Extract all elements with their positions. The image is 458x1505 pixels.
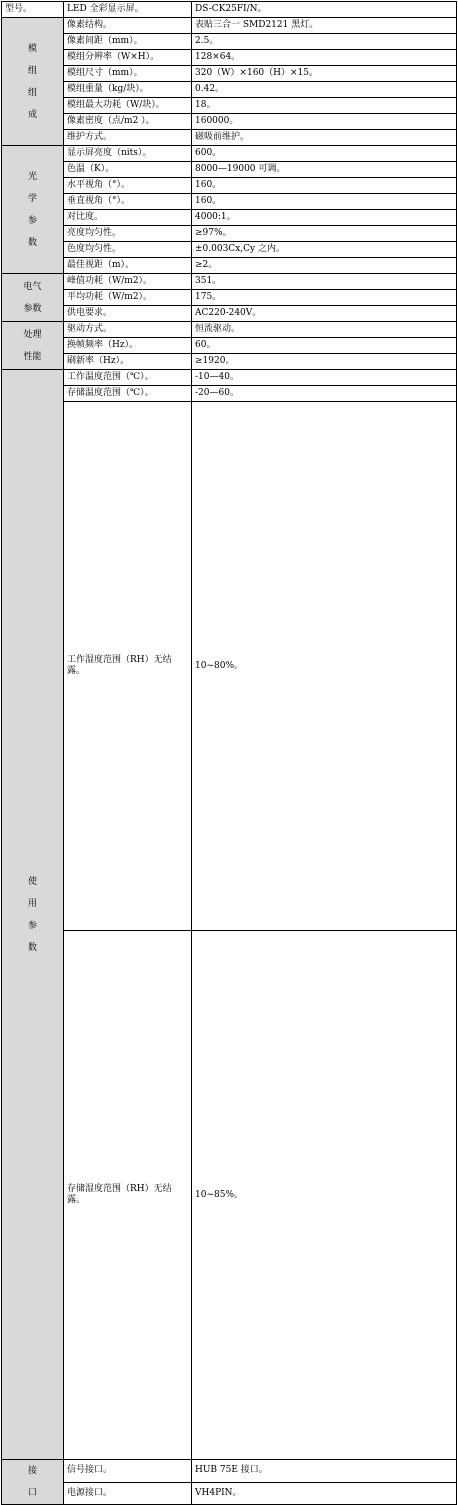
category-electrical: 电气 参数 bbox=[2, 274, 64, 322]
param-label: 像素间距（mm）。 bbox=[64, 34, 192, 50]
param-label: 最佳视距（m）。 bbox=[64, 258, 192, 274]
table-row bbox=[2, 242, 457, 258]
param-value: ±0.003Cx,Cy 之内。 bbox=[192, 242, 457, 258]
table-row bbox=[2, 146, 457, 162]
param-label: 模组重量（kg/块）。 bbox=[64, 82, 192, 98]
table-row bbox=[2, 210, 457, 226]
param-label: 刷新率（Hz）。 bbox=[64, 354, 192, 370]
param-label: 水平视角（°）。 bbox=[64, 178, 192, 194]
param-value: 128×64。 bbox=[192, 50, 457, 66]
param-value: 18。 bbox=[192, 98, 457, 114]
table-row bbox=[2, 322, 457, 338]
table-row bbox=[2, 18, 457, 34]
header-row bbox=[2, 2, 457, 18]
param-label: 供电要求。 bbox=[64, 306, 192, 322]
param-value: 磁吸前维护。 bbox=[192, 130, 457, 146]
param-label: 模组分辨率（W×H）。 bbox=[64, 50, 192, 66]
category-module: 模 组 组 成 bbox=[2, 18, 64, 146]
param-label: 显示屏亮度（nits）。 bbox=[64, 146, 192, 162]
table-row bbox=[2, 114, 457, 130]
table-row bbox=[2, 931, 457, 1460]
param-label: 模组最大功耗（W/块）。 bbox=[64, 98, 192, 114]
param-label: 存储湿度范围（RH）无结露。 bbox=[64, 931, 192, 1460]
table-row bbox=[2, 194, 457, 210]
param-label: 存储温度范围（℃）。 bbox=[64, 386, 192, 402]
param-label: 色温（K）。 bbox=[64, 162, 192, 178]
param-value: 8000—19000 可调。 bbox=[192, 162, 457, 178]
param-label: 驱动方式。 bbox=[64, 322, 192, 338]
table-row bbox=[2, 1460, 457, 1483]
param-value: ≥2。 bbox=[192, 258, 457, 274]
param-value: 160。 bbox=[192, 194, 457, 210]
param-value: AC220-240V。 bbox=[192, 306, 457, 322]
table-row bbox=[2, 338, 457, 354]
param-value: 恒流驱动。 bbox=[192, 322, 457, 338]
param-value: HUB 75E 接口。 bbox=[192, 1460, 457, 1483]
param-value: 4000:1。 bbox=[192, 210, 457, 226]
table-row bbox=[2, 50, 457, 66]
param-value: 10~85%。 bbox=[192, 931, 457, 1460]
table-row bbox=[2, 1482, 457, 1505]
table-row bbox=[2, 258, 457, 274]
category-usage: 使 用 参 数 bbox=[2, 370, 64, 1460]
param-label: 工作温度范围（℃）。 bbox=[64, 370, 192, 386]
param-label: 信号接口。 bbox=[64, 1460, 192, 1483]
table-row bbox=[2, 386, 457, 402]
category-optical: 光 学 参 数 bbox=[2, 146, 64, 274]
param-label: 像素密度（点/m2 ）。 bbox=[64, 114, 192, 130]
table-row bbox=[2, 82, 457, 98]
param-label: 换帧频率（Hz）。 bbox=[64, 338, 192, 354]
table-row bbox=[2, 290, 457, 306]
table-row bbox=[2, 354, 457, 370]
param-label: 峰值功耗（W/m2）。 bbox=[64, 274, 192, 290]
spec-table bbox=[1, 1, 457, 1505]
param-value: 表贴三合一 SMD2121 黑灯。 bbox=[192, 18, 457, 34]
param-value: 60。 bbox=[192, 338, 457, 354]
param-label: 平均功耗（W/m2）。 bbox=[64, 290, 192, 306]
table-row bbox=[2, 66, 457, 82]
param-label: 垂直视角（°）。 bbox=[64, 194, 192, 210]
category-interface: 接 口 bbox=[2, 1460, 64, 1505]
table-row bbox=[2, 34, 457, 50]
param-value: ≥1920。 bbox=[192, 354, 457, 370]
header-model-label: 型号。 bbox=[2, 2, 64, 18]
param-value: 175。 bbox=[192, 290, 457, 306]
param-label: 维护方式。 bbox=[64, 130, 192, 146]
table-row bbox=[2, 178, 457, 194]
param-value: 10~80%。 bbox=[192, 402, 457, 931]
header-product-name: LED 全彩显示屏。 bbox=[64, 2, 192, 18]
table-row bbox=[2, 274, 457, 290]
param-value: ≥97%。 bbox=[192, 226, 457, 242]
table-row bbox=[2, 370, 457, 386]
param-label: 像素结构。 bbox=[64, 18, 192, 34]
param-value: 160000。 bbox=[192, 114, 457, 130]
table-row bbox=[2, 130, 457, 146]
param-value: 2.5。 bbox=[192, 34, 457, 50]
table-row bbox=[2, 306, 457, 322]
param-label: 亮度均匀性。 bbox=[64, 226, 192, 242]
param-label: 对比度。 bbox=[64, 210, 192, 226]
param-label: 色度均匀性。 bbox=[64, 242, 192, 258]
param-value: 160。 bbox=[192, 178, 457, 194]
table-row bbox=[2, 402, 457, 931]
param-label: 模组尺寸（mm）。 bbox=[64, 66, 192, 82]
param-value: -10—40。 bbox=[192, 370, 457, 386]
param-value: 600。 bbox=[192, 146, 457, 162]
category-processing: 处理 性能 bbox=[2, 322, 64, 370]
table-row bbox=[2, 226, 457, 242]
param-value: -20—60。 bbox=[192, 386, 457, 402]
table-row bbox=[2, 162, 457, 178]
param-label: 工作湿度范围（RH）无结露。 bbox=[64, 402, 192, 931]
param-value: VH4PIN。 bbox=[192, 1482, 457, 1505]
table-row bbox=[2, 98, 457, 114]
param-value: 0.42。 bbox=[192, 82, 457, 98]
param-label: 电源接口。 bbox=[64, 1482, 192, 1505]
header-model-number: DS-CK25FI/N。 bbox=[192, 2, 457, 18]
param-value: 351。 bbox=[192, 274, 457, 290]
param-value: 320（W）×160（H）×15。 bbox=[192, 66, 457, 82]
